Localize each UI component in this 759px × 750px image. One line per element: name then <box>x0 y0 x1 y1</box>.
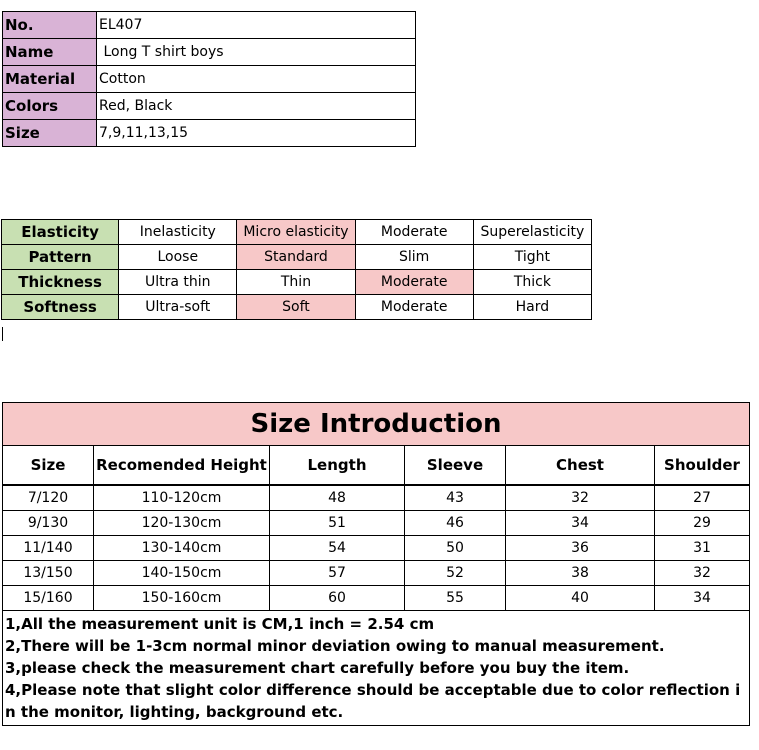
info-value: EL407 <box>97 12 416 39</box>
cell-chest: 40 <box>506 586 655 611</box>
attribute-option: Thick <box>473 270 591 295</box>
text-cursor <box>2 327 3 341</box>
info-label: Size <box>3 120 97 147</box>
info-row <box>3 120 416 147</box>
table-row <box>3 536 750 561</box>
note-line: 1,All the measurement unit is CM,1 inch = 2.54 cm <box>5 615 435 633</box>
column-header-size: Size <box>3 446 94 486</box>
cell-length: 48 <box>270 485 405 511</box>
size-introduction-table <box>2 402 750 726</box>
info-label: Name <box>3 39 97 66</box>
table-row <box>3 561 750 586</box>
attribute-option: Thin <box>237 270 355 295</box>
notes-row <box>3 611 750 726</box>
attribute-option: Superelasticity <box>473 220 591 245</box>
cell-length: 51 <box>270 511 405 536</box>
cell-sleeve: 55 <box>405 586 506 611</box>
cell-sleeve: 52 <box>405 561 506 586</box>
cell-size: 13/150 <box>3 561 94 586</box>
info-label: Material <box>3 66 97 93</box>
info-label: Colors <box>3 93 97 120</box>
cell-length: 60 <box>270 586 405 611</box>
note-line: 4,Please note that slight color difference should be acceptable due to color reflection in the monitor, lighting, background etc. <box>5 681 741 721</box>
size-table-title: Size Introduction <box>3 403 750 446</box>
cell-shoulder: 34 <box>655 586 750 611</box>
info-row <box>3 12 416 39</box>
cell-sleeve: 46 <box>405 511 506 536</box>
cell-size: 15/160 <box>3 586 94 611</box>
cell-height: 150-160cm <box>94 586 270 611</box>
attribute-option: Ultra thin <box>119 270 237 295</box>
cell-chest: 32 <box>506 485 655 511</box>
size-title-row <box>3 403 750 446</box>
attribute-option: Hard <box>473 295 591 320</box>
cell-shoulder: 29 <box>655 511 750 536</box>
info-value: 7,9,11,13,15 <box>97 120 416 147</box>
cell-sleeve: 43 <box>405 485 506 511</box>
column-header-shoulder: Shoulder <box>655 446 750 486</box>
info-row <box>3 39 416 66</box>
attribute-row-pattern <box>2 245 592 270</box>
attribute-option: Moderate <box>355 295 473 320</box>
attribute-row-thickness <box>2 270 592 295</box>
cell-height: 140-150cm <box>94 561 270 586</box>
cell-shoulder: 27 <box>655 485 750 511</box>
attribute-row-elasticity <box>2 220 592 245</box>
cell-height: 110-120cm <box>94 485 270 511</box>
size-header-row <box>3 446 750 486</box>
cell-length: 57 <box>270 561 405 586</box>
column-header-height: Recomended Height <box>94 446 270 486</box>
table-row <box>3 485 750 511</box>
info-value: Red, Black <box>97 93 416 120</box>
column-header-length: Length <box>270 446 405 486</box>
attribute-option-selected: Micro elasticity <box>237 220 355 245</box>
cell-size: 11/140 <box>3 536 94 561</box>
attribute-option: Slim <box>355 245 473 270</box>
note-line: 2,There will be 1-3cm normal minor deviation owing to manual measurement. <box>5 637 665 655</box>
info-row <box>3 66 416 93</box>
cell-size: 9/130 <box>3 511 94 536</box>
attribute-label: Softness <box>2 295 119 320</box>
cell-sleeve: 50 <box>405 536 506 561</box>
attribute-label: Thickness <box>2 270 119 295</box>
cell-shoulder: 32 <box>655 561 750 586</box>
attribute-option-selected: Standard <box>237 245 355 270</box>
table-row <box>3 511 750 536</box>
column-header-chest: Chest <box>506 446 655 486</box>
info-value: Cotton <box>97 66 416 93</box>
attribute-label: Pattern <box>2 245 119 270</box>
attribute-option: Tight <box>473 245 591 270</box>
attribute-option: Loose <box>119 245 237 270</box>
cell-length: 54 <box>270 536 405 561</box>
info-label: No. <box>3 12 97 39</box>
attribute-row-softness <box>2 295 592 320</box>
info-row <box>3 93 416 120</box>
cell-size: 7/120 <box>3 485 94 511</box>
attribute-option-selected: Moderate <box>355 270 473 295</box>
cell-height: 130-140cm <box>94 536 270 561</box>
attribute-label: Elasticity <box>2 220 119 245</box>
attribute-option: Moderate <box>355 220 473 245</box>
attribute-table <box>1 219 592 320</box>
cell-height: 120-130cm <box>94 511 270 536</box>
info-value: Long T shirt boys <box>97 39 416 66</box>
note-line: 3,please check the measurement chart carefully before you buy the item. <box>5 659 630 677</box>
cell-chest: 36 <box>506 536 655 561</box>
cell-chest: 34 <box>506 511 655 536</box>
product-info-table <box>2 11 416 147</box>
attribute-option: Inelasticity <box>119 220 237 245</box>
table-row <box>3 586 750 611</box>
cell-shoulder: 31 <box>655 536 750 561</box>
notes-cell <box>3 611 750 726</box>
attribute-option: Ultra-soft <box>119 295 237 320</box>
column-header-sleeve: Sleeve <box>405 446 506 486</box>
attribute-option-selected: Soft <box>237 295 355 320</box>
cell-chest: 38 <box>506 561 655 586</box>
